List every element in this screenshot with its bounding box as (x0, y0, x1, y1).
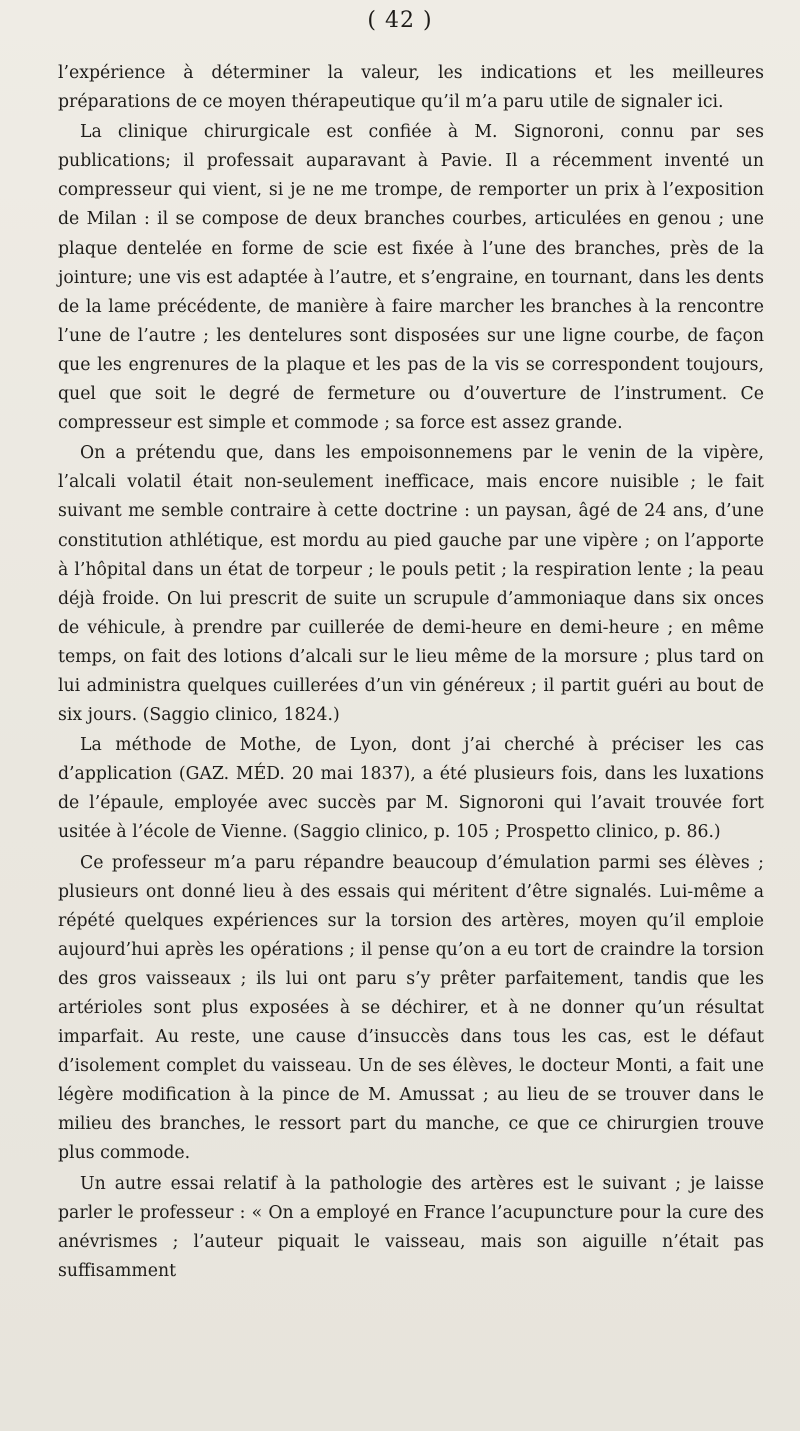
paragraph-compressor: La clinique chirurgicale est confiée à M. Signoroni, connu par ses publications; il professait auparavant à Pavie. Il a récemment inventé un compresseur qui vient, si je ne me trompe, de remporter un prix à l’exposition de Milan : il se compose de deux branches courbes, articulées en genou ; une plaque dentelée en forme de scie est fixée à l’une des branches, près de la jointure; une vis est adaptée à l’autre, et s’engraine, en tournant, dans les dents de la lame précédente, de manière à faire marcher les branches à la rencontre l’une de l’autre ; les dentelures sont disposées sur une ligne courbe, de façon que les engrenures de la plaque et les pas de la vis se correspondent toujours, quel que soit le degré de fermeture ou d’ouverture de l’instrument. Ce compresseur est simple et commode ; sa force est assez grande. (58, 122, 764, 434)
paragraph-continuation: l’expérience à déterminer la valeur, les indications et les meilleures préparations de ce moyen thérapeutique qu’il m’a paru utile de signaler ici. (58, 63, 764, 113)
body-text (58, 59, 764, 1286)
paragraph-acupuncture: Un autre essai relatif à la pathologie des artères est le suivant ; je laisse parler le professeur : « On a employé en France l’acupuncture pour la cure des anévrismes ; l’auteur piquait le vaisseau, mais son aiguille n’était pas suffisamment (58, 1173, 764, 1281)
paragraph-viper-venom: On a prétendu que, dans les empoisonnemens par le venin de la vipère, l’alcali volatil était non-seulement inefficace, mais encore nuisible ; le fait suivant me semble contraire à cette doctrine : un paysan, âgé de 24 ans, d’une constitution athlétique, est mordu au pied gauche par une vipère ; on l’apporte à l’hôpital dans un état de torpeur ; le pouls petit ; la respiration lente ; la peau déjà froide. On lui prescrit de suite un scrupule d’ammoniaque dans six onces de véhicule, à prendre par cuillerée de demi-heure en demi-heure ; en même temps, on fait des lotions d’alcali sur le lieu même de la morsure ; plus tard on lui administra quelques cuillerées d’un vin généreux ; il partit guéri au bout de six jours. (Saggio clinico, 1824.) (58, 443, 764, 726)
paragraph-mothe-method: La méthode de Mothe, de Lyon, dont j’ai cherché à préciser les cas d’application (GAZ. MÉD. 20 mai 1837), a été plusieurs fois, dans les luxations de l’épaule, employée avec succès par M. Signoroni qui l’avait trouvée fort usitée à l’école de Vienne. (Saggio clinico, p. 105 ; Prospetto clinico, p. 86.) (58, 735, 764, 843)
paragraph-artery-torsion: Ce professeur m’a paru répandre beaucoup d’émulation parmi ses élèves ; plusieurs ont donné lieu à des essais qui méritent d’être signalés. Lui-même a répété quelques expériences sur la torsion des artères, moyen qu’il emploie aujourd’hui après les opérations ; il pense qu’on a eu tort de craindre la torsion des gros vaisseaux ; ils lui ont paru s’y prêter parfaitement, tandis que les artérioles sont plus exposées à se déchirer, et à ne donner qu’un résultat imparfait. Au reste, une cause d’insuccès dans tous les cas, est le défaut d’isolement complet du vaisseau. Un de ses élèves, le docteur Monti, a fait une légère modification à la pince de M. Amussat ; au lieu de se trouver dans le milieu des branches, le ressort part du manche, ce que ce chirurgien trouve plus commode. (58, 852, 764, 1164)
page-number: ( 42 ) (367, 8, 433, 33)
